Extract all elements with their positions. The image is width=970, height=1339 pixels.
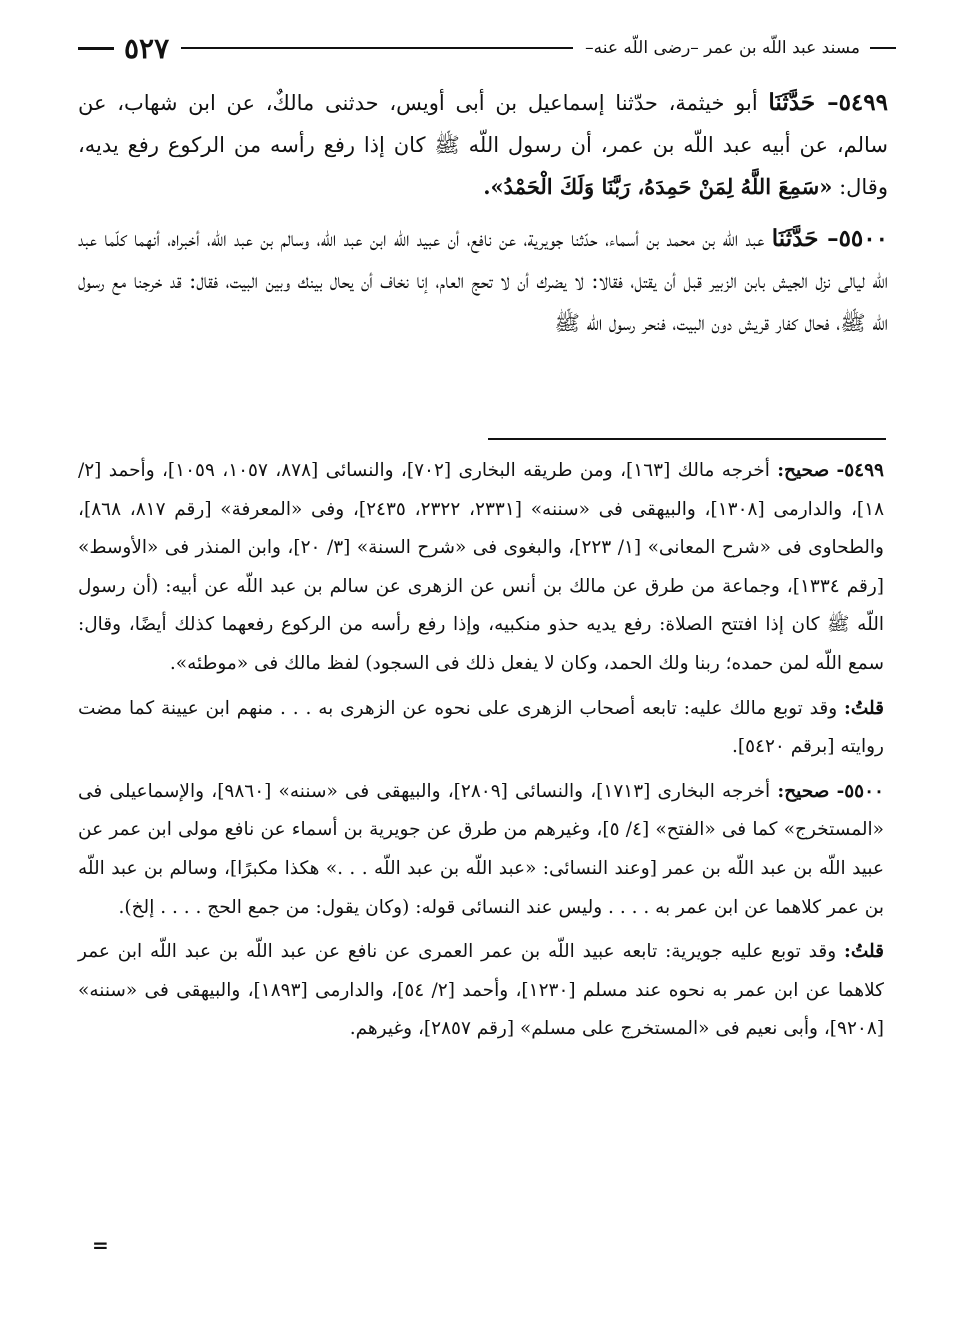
footnotes bbox=[78, 452, 884, 1055]
note-grade: صحيح: bbox=[777, 780, 830, 802]
note-text: وقد توبع عليه جويرية: تابعه عبيد اللّه بن عمر العمرى عن نافع عن عبد اللّه بن عبد اللّه ابن عمر كلاهما عن ابن عمر به نحوه عند مسلم [١٢٣٠]، وأحمد [٢/ ٥٤]، والدارمى [١٨٩٣]، والبيهقى فى «سننه» [٩٢٠٨]، وأبى نعيم فى «المستخرج على مسلم» [رقم ٢٨٥٧]، وغيرهم. bbox=[78, 941, 884, 1040]
note-text: وقد توبع مالك عليه: تابعه أصحاب الزهرى على نحوه عن الزهرى به . . . منهم ابن عيينة كما مضت روايته [برقم ٥٤٢٠]. bbox=[78, 697, 884, 758]
hadith-text: عبد اللّه بن محمد بن أسماء، حدّثنا جويرية، عن نافع، أن عبيد اللّه ابن عبد اللّه، وسالم بن عبد اللّه، أخبراه، أنهما كلّما عبد اللّه ليالى نزل الجيش بابن الزبير قبل أن يقتل، فقالا: لا يضرك أن لا تحج العام، إنا نخاف أن يحال بينك وبين البيت، فقال: قد خرجنا مع رسول اللّه ﷺ، فحال كفار قريش دون البيت، فنحر رسول اللّه ﷺ bbox=[78, 227, 888, 335]
hadith-text: أبو خيثمة، حدّثنا إسماعيل بن أبى أويس، حدثنى مالكٌ، عن ابن شهاب، عن سالم، عن أبيه عبد اللّه بن عمر، أن رسول اللّه ﷺ كان إذا رفع رأسه من الركوع رفع يديه، وقال: bbox=[78, 91, 888, 199]
hadith-5499 bbox=[78, 82, 888, 208]
note-text: أخرجه البخارى [١٧١٣]، والنسائى [٢٨٠٩]، والبيهقى فى «سننه» [٩٨٦٠]، والإسماعيلى فى «المستخرج» كما فى «الفتح» [٤/ ٥]، وغيرهم من طرق عن جويرية بن أسماء عن نافع مولى ابن عمر عن عبيد اللّه بن عبد اللّه بن عمر [وعند النسائى: «عبد اللّه بن عبد اللّه . . .» هكذا مكبرًا]، وسالم بن عبد اللّه بن عمر كلاهما عن ابن عمر به . . . . وليس عند النسائى قوله: (وكان يقول: من جمع الحج . . . . إلخ). bbox=[78, 780, 884, 918]
note-5500 bbox=[78, 773, 884, 927]
note-grade: صحيح: bbox=[777, 460, 830, 481]
hadith-number: ٥٤٩٩– حَدَّثَنَا bbox=[768, 89, 888, 116]
running-title: مسند عبد اللّه بن عمر –رضى اللّه عنه– bbox=[585, 38, 860, 58]
page-header bbox=[78, 30, 896, 66]
note-5499 bbox=[78, 452, 884, 684]
note-label: قلتُ: bbox=[844, 697, 884, 719]
hadith-quote: «سَمِعَ اللَّهُ لِمَنْ حَمِدَهُ، رَبَّنَا وَلَكَ الْحَمْدُ». bbox=[483, 174, 833, 199]
header-dash-left bbox=[78, 47, 114, 50]
footnote-divider bbox=[488, 438, 886, 440]
hadith-number: ٥٥٠٠– حَدَّثَنَا bbox=[771, 225, 888, 252]
header-dash-right bbox=[870, 47, 896, 49]
note-text: أخرجه مالك [١٦٣]، ومن طريقه البخارى [٧٠٢]، والنسائى [٨٧٨، ١٠٥٧، ١٠٥٩]، وأحمد [٢/ ١٨]، والدارمى [١٣٠٨]، والبيهقى فى «سننه» [٢٣٣١، ٢٣٢٢، ٢٤٣٥]، وفى «المعرفة» [رقم ٨١٧، ٨٦٨]، والطحاوى فى «شرح المعانى» [١/ ٢٢٣]، والبغوى فى «شرح السنة» [٣/ ٢٠]، وابن المنذر فى «الأوسط» [رقم ١٣٣٤]، وجماعة من طرق عن مالك بن أنس عن الزهرى عن سالم بن عبد اللّه عن أبيه: (أن رسول اللّه ﷺ كان إذا افتتح الصلاة: رفع يديه حذو منكبيه، وإذا رفع رأسه من الركوع رفعهما كذلك أيضًا، وقال: سمع اللّه لمن حمده؛ ربنا ولك الحمد، وكان لا يفعل ذلك فى السجود) لفظ مالك فى «موطئه». bbox=[78, 460, 885, 674]
note-number: ٥٥٠٠- bbox=[836, 780, 884, 802]
hadith-5500 bbox=[78, 218, 888, 344]
note-label: قلتُ: bbox=[844, 941, 884, 963]
main-text bbox=[78, 82, 888, 354]
header-rule bbox=[181, 47, 573, 49]
note-number: ٥٤٩٩- bbox=[836, 460, 884, 481]
note-comment-5499 bbox=[78, 690, 884, 767]
page-number: ٥٢٧ bbox=[124, 31, 170, 65]
note-comment-5500 bbox=[78, 933, 884, 1049]
continuation-mark: = bbox=[92, 1233, 109, 1257]
